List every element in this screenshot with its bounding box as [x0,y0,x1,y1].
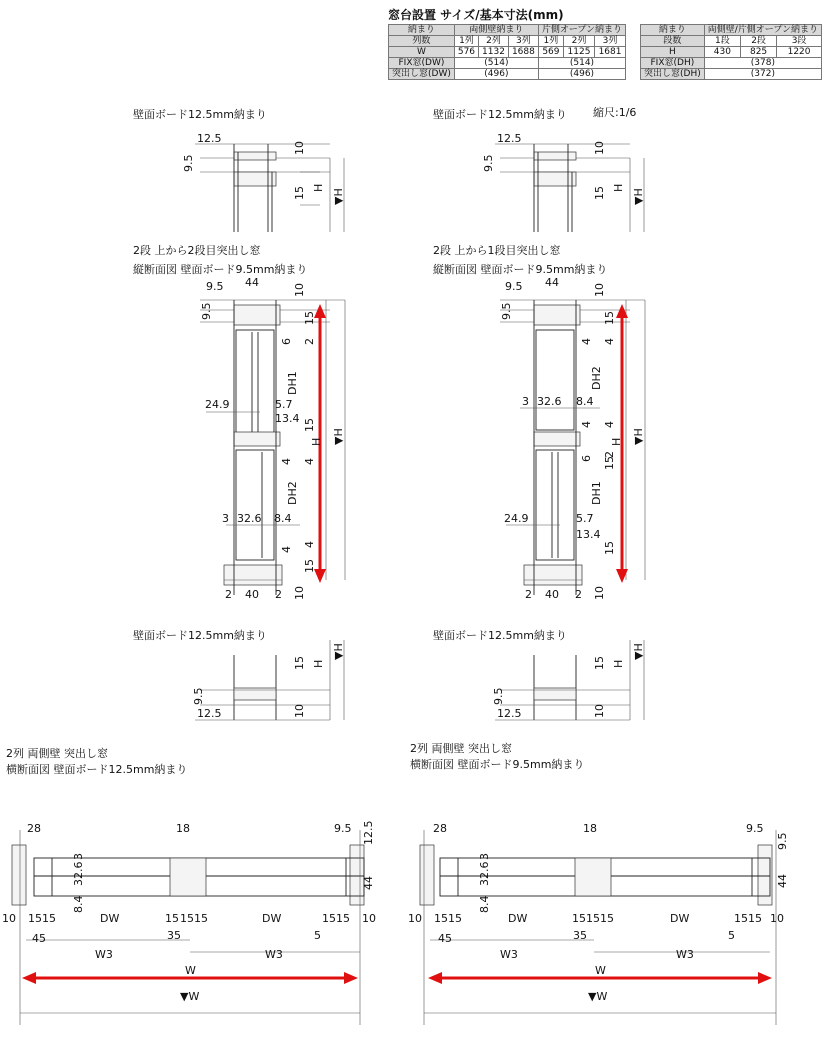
dim-label: 24.9 [504,512,529,525]
dim-label: DH2 [286,481,299,505]
dim-label: 12.5 [197,707,222,720]
dim-label: 4 [603,421,616,428]
dim-label: 15 [593,186,606,200]
table-cell: (514) [538,58,625,69]
dim-label: 15 [28,912,42,925]
dim-label: H [312,659,325,668]
dim-label: 2 [575,588,582,601]
dim-label: 15 [748,912,762,925]
dim-label: 10 [593,704,606,718]
dim-label: 10 [593,586,606,600]
dim-label: ▼H [632,188,645,205]
table-cell: FIX窓(DH) [641,58,705,69]
dim-label: 15 [293,656,306,670]
dim-label: 5.7 [275,398,293,411]
dim-label: W3 [265,948,283,961]
dim-label: H [612,659,625,668]
table-cell: H [641,47,705,58]
dim-label: 32.6 [537,395,562,408]
dim-label: 18 [583,822,597,835]
dim-label: 4 [280,458,293,465]
arrow-head [428,972,442,984]
dim-label: 10 [293,141,306,155]
dim-label: 28 [27,822,41,835]
dim-label: 9.5 [192,687,205,705]
dim-label: 10 [293,704,306,718]
dim-label: 8.4 [576,395,594,408]
table-cell: 3段 [777,36,822,47]
vertical-section-left [200,300,345,595]
table-cell: 両側壁納まり [454,25,538,36]
dim-label: 15 [448,912,462,925]
dim-label: 40 [245,588,259,601]
dim-label: 32.6 [72,861,85,886]
dim-label: H [312,183,325,192]
dim-label: 10 [770,912,784,925]
table-cell: (514) [454,58,538,69]
dim-label: ▼H [332,188,345,205]
dim-label: 4 [303,458,316,465]
dim-label: H [610,437,623,446]
table-cell: 825 [740,47,776,58]
dim-label: 5 [314,929,321,942]
dim-label: 12.5 [362,820,375,845]
scale-label: 縮尺:1/6 [593,106,637,119]
dim-label: 44 [776,874,789,888]
table-cell: FIX窓(DW) [389,58,455,69]
table-cell: 569 [538,47,563,58]
arrow-head [22,972,36,984]
dim-label: 2 [303,338,316,345]
dim-label: 13.4 [576,528,601,541]
arrow-head [758,972,772,984]
dim-label: 10 [362,912,376,925]
dim-label: 15 [322,912,336,925]
section-caption: 横断面図 壁面ボード12.5mm納まり [6,763,188,776]
dim-label: 3 [522,395,529,408]
dim-label: ▼H [632,428,645,445]
dim-label: 45 [32,932,46,945]
dim-label: 10 [593,141,606,155]
dim-label: 15 [603,311,616,325]
table-cell: 3列 [595,36,626,47]
dim-label: 40 [545,588,559,601]
section-caption: 横断面図 壁面ボード9.5mm納まり [410,758,585,771]
table-cell: (496) [538,69,625,80]
dim-label: 4 [603,338,616,345]
table-cell: 列数 [389,36,455,47]
board-125-caption: 壁面ボード12.5mm納まり [433,108,567,121]
dim-label: 5.7 [576,512,594,525]
dim-label: H [612,183,625,192]
dim-label: 9.5 [182,154,195,172]
dim-label: 15 [303,418,316,432]
dim-label: 15 [434,912,448,925]
dim-label: 8.4 [274,512,292,525]
table-cell: 1列 [454,36,478,47]
dim-label: 15 [194,912,208,925]
table-cell: (372) [704,69,821,80]
dim-label: 4 [280,546,293,553]
table-cell: 片側オープン納まり [538,25,625,36]
table-cell: 3列 [508,36,538,47]
dim-label: 44 [545,276,559,289]
dim-label: 9.5 [334,822,352,835]
dim-label: 15 [734,912,748,925]
dim-label: ▼W [180,990,200,1003]
dim-label: 35 [573,929,587,942]
table-title: 窓台設置 サイズ/基本寸法(mm) [388,8,564,22]
table-cell: 1列 [538,36,563,47]
dim-label: 32.6 [478,861,491,886]
dim-label: 9.5 [505,280,523,293]
table-cell: 突出し窓(DH) [641,69,705,80]
dim-label: H [310,437,323,446]
section-caption: 2段 上から1段目突出し窓 [433,244,561,257]
dim-label: 15 [603,541,616,555]
dim-label: 44 [362,876,375,890]
dim-label: 15 [303,311,316,325]
dim-label: DW [100,912,120,925]
board-125-caption: 壁面ボード12.5mm納まり [133,108,267,121]
dim-label: 9.5 [500,302,513,320]
table-cell: 段数 [641,36,705,47]
dim-label: 10 [293,586,306,600]
arrow-head [344,972,358,984]
dim-label: 15 [586,912,600,925]
dim-label: 6 [280,338,293,345]
dim-label: W3 [500,948,518,961]
dim-label: 18 [176,822,190,835]
dim-label: DH1 [590,481,603,505]
table-cell: 納まり [389,25,455,36]
section-caption: 2列 両側壁 突出し窓 [410,742,512,755]
dim-label: 45 [438,932,452,945]
table-cell: 430 [704,47,740,58]
dim-label: 44 [245,276,259,289]
dim-label: 9.5 [482,154,495,172]
dim-label: 4 [303,541,316,548]
dim-label: W3 [676,948,694,961]
table-cell: 1220 [777,47,822,58]
dim-label: 3 [72,853,85,860]
dim-label: 12.5 [197,132,222,145]
table-cell: 1段 [704,36,740,47]
dim-label: 6 [580,455,593,462]
table-cell: W [389,47,455,58]
dim-label: 9.5 [776,832,789,850]
dim-label: 15 [303,559,316,573]
dim-label: 8.4 [478,895,491,913]
dim-label: 15 [293,186,306,200]
dim-label: 13.4 [275,412,300,425]
dim-label: 28 [433,822,447,835]
table-cell: 1125 [563,47,594,58]
dim-label: ▼H [332,643,345,660]
table-cell: 1132 [479,47,509,58]
section-caption: 2列 両側壁 突出し窓 [6,747,108,760]
dim-label: W3 [95,948,113,961]
dim-label: 3 [478,853,491,860]
table-cell: (378) [704,58,821,69]
table-cell: 突出し窓(DW) [389,69,455,80]
dim-label: 15 [572,912,586,925]
dim-label: ▼H [332,428,345,445]
table-cell: 2列 [479,36,509,47]
dim-label: 15 [180,912,194,925]
dim-label: 15 [603,456,616,470]
dim-label: W [185,964,196,977]
dim-label: 2 [525,588,532,601]
section-caption: 2段 上から2段目突出し窓 [133,244,261,257]
section-caption: 縦断面図 壁面ボード9.5mm納まり [133,263,308,276]
table-cell: 両側壁/片側オープン納まり [704,25,821,36]
dim-label: 2 [225,588,232,601]
table-cell: 576 [454,47,478,58]
dim-label: 8.4 [72,895,85,913]
table-cell: 2列 [563,36,594,47]
dim-label: 9.5 [206,280,224,293]
dim-label: 15 [42,912,56,925]
dim-label: 24.9 [205,398,230,411]
board-125-caption: 壁面ボード12.5mm納まり [133,629,267,642]
dim-label: 4 [580,421,593,428]
dim-label: DW [508,912,528,925]
board-125-caption: 壁面ボード12.5mm納まり [433,629,567,642]
table-cell: 1681 [595,47,626,58]
dim-label: 9.5 [746,822,764,835]
dim-label: 15 [336,912,350,925]
dim-label: 5 [728,929,735,942]
dim-label: 10 [293,283,306,297]
dim-label: 32.6 [237,512,262,525]
dim-label: DW [670,912,690,925]
table-cell: 2段 [740,36,776,47]
dim-label: 2 [603,451,616,458]
dim-label: 10 [593,283,606,297]
dim-label: W [595,964,606,977]
dim-label: 15 [165,912,179,925]
dim-label: 2 [275,588,282,601]
dim-label: 12.5 [497,132,522,145]
dim-label: 10 [2,912,16,925]
dim-label: 10 [408,912,422,925]
section-caption: 縦断面図 壁面ボード9.5mm納まり [433,263,608,276]
table-cell: 1688 [508,47,538,58]
dim-label: DH2 [590,366,603,390]
dim-label: ▼H [632,643,645,660]
dim-label: DH1 [286,371,299,395]
dim-label: 9.5 [200,302,213,320]
table-cell: (496) [454,69,538,80]
dim-label: 3 [222,512,229,525]
dim-label: 9.5 [492,687,505,705]
dim-label: 15 [593,656,606,670]
dim-label: 15 [600,912,614,925]
dim-label: 4 [580,338,593,345]
table-cell: 納まり [641,25,705,36]
dim-label: DW [262,912,282,925]
dim-label: 35 [167,929,181,942]
dim-label: ▼W [588,990,608,1003]
dim-label: 12.5 [497,707,522,720]
